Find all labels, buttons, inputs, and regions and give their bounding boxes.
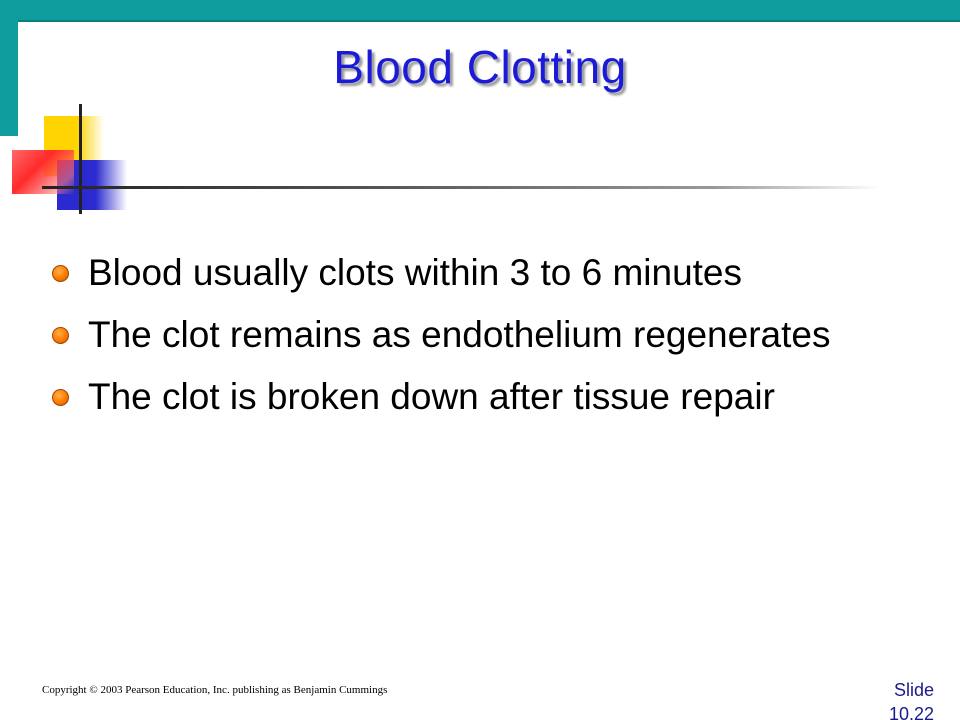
- slide-number-label: [889, 678, 934, 720]
- bullet-list: [50, 252, 910, 438]
- top-frame-shadow: [18, 20, 960, 22]
- vertical-divider-line: [79, 104, 82, 214]
- bullet-text: The clot remains as endothelium regenerates: [88, 314, 831, 355]
- slide-title: Blood Clotting: [333, 41, 627, 93]
- bullet-item: [50, 376, 910, 418]
- bullet-dot-icon: [52, 265, 69, 282]
- bullet-item: [50, 314, 910, 356]
- bullet-text: Blood usually clots within 3 to 6 minutes: [88, 252, 743, 293]
- bullet-dot-icon: [52, 327, 69, 344]
- slide-word: Slide: [893, 680, 934, 700]
- slide-number: 10.22: [888, 704, 934, 720]
- bullet-dot-icon: [52, 389, 69, 406]
- bullet-text: The clot is broken down after tissue repair: [88, 376, 775, 417]
- bullet-item: [50, 252, 910, 294]
- title-underline: [42, 186, 882, 189]
- copyright-notice: Copyright © 2003 Pearson Education, Inc. publishing as Benjamin Cummings: [42, 684, 388, 696]
- top-frame-bar: [0, 0, 960, 20]
